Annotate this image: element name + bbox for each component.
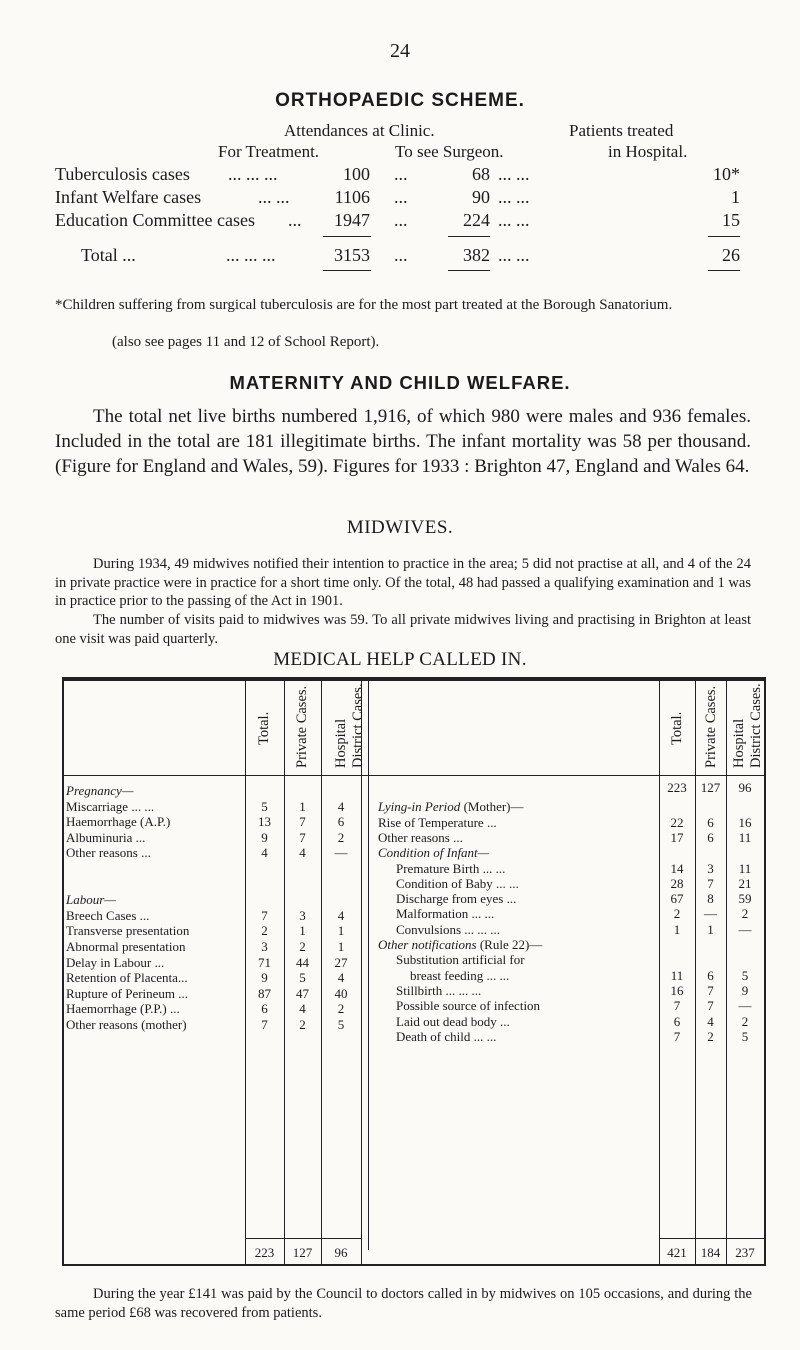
- ortho-title: ORTHOPAEDIC SCHEME.: [275, 90, 525, 111]
- ortho-header-surgeon: To see Surgeon.: [395, 142, 504, 161]
- right-total-value: 1: [673, 921, 681, 937]
- leader-dots: ... ...: [498, 210, 530, 230]
- right-hospital-value: —: [738, 998, 752, 1014]
- right-total-value: 6: [673, 1013, 681, 1029]
- right-private-value: 2: [707, 1028, 714, 1044]
- right-private-value: 7: [707, 998, 714, 1014]
- right-total-value: 7: [673, 1028, 681, 1044]
- left-hospital-value: 40: [334, 985, 348, 1001]
- header-hospital-left: [333, 678, 367, 768]
- right-row-label: Stillbirth ... ... ...: [396, 982, 482, 998]
- left-hospital-value: 27: [334, 954, 348, 970]
- left-row-label: Retention of Placenta...: [66, 970, 188, 986]
- right-private-value: 6: [707, 967, 714, 983]
- ortho-treatment-value: 1106: [334, 187, 370, 207]
- left-row-label: Rupture of Perineum ...: [66, 985, 189, 1001]
- ortho-hospital-value: 1: [731, 187, 740, 207]
- left-row-label: Haemorrhage (A.P.): [66, 814, 171, 830]
- right-total-value: 16: [670, 982, 684, 998]
- left-row-label: Abnormal presentation: [66, 939, 186, 954]
- left-row-label: Haemorrhage (P.P.) ...: [66, 1001, 180, 1017]
- right-hospital-value: 16: [738, 814, 752, 830]
- left-total-value: 3: [261, 939, 268, 954]
- ortho-treatment-value: 100: [343, 164, 370, 184]
- left-total-value: 9: [261, 970, 268, 986]
- left-private-value: 7: [299, 829, 306, 845]
- left-private-value: 4: [299, 845, 306, 861]
- left-hospital-value: 1: [337, 923, 345, 939]
- right-total-value: 2: [673, 906, 681, 922]
- right-hospital-value: 9: [741, 982, 749, 998]
- header-hospital-text: Hospital District Cases.: [333, 683, 366, 768]
- ortho-row-label: Infant Welfare cases: [55, 187, 202, 207]
- right-private-value: —: [704, 906, 717, 922]
- sum-rule: [323, 236, 371, 237]
- right-row-label: Condition of Infant—: [378, 845, 490, 861]
- right-hospital-value: 59: [738, 891, 752, 907]
- header-private-left: Private Cases.: [294, 685, 310, 768]
- right-row-label: Premature Birth ... ...: [396, 860, 506, 876]
- left-hospital-value: 4: [337, 970, 345, 986]
- left-total-value: 7: [261, 1017, 268, 1032]
- page-number: 24: [390, 40, 410, 62]
- left-hospital-value: 1: [337, 939, 345, 954]
- left-private-value: 44: [296, 954, 309, 970]
- left-hospital-value: —: [334, 845, 348, 861]
- right-row-label: [378, 937, 542, 953]
- leader-dots: ... ...: [498, 187, 530, 207]
- right-row-label: Discharge from eyes ...: [396, 891, 517, 907]
- midwives-paragraph-1: During 1934, 49 midwives notified their intention to practice in the area; 5 did not practise at all, and 4 of the 24 in private practice were in practice for a short time only. Of the total, 48 had passed a qualifying examination and 1 was in practice prior to the passing of the Act in 1901.: [55, 556, 751, 609]
- maternity-paragraph: The total net live births numbered 1,916, of which 980 were males and 936 females. Included in the total are 181 illegitimate births. The infant mortality was 58 per thousand. (Figure for England and Wales, 59). Figures for 1933 : Brighton 47, England and Wales 64.: [55, 406, 751, 477]
- ortho-surgeon-value: 90: [472, 187, 490, 207]
- left-private-value: 1: [299, 923, 306, 939]
- leader-dots: ...: [288, 210, 302, 230]
- ortho-total-surgeon: 382: [463, 245, 490, 265]
- left-private-sum: 127: [292, 1245, 313, 1260]
- leader-dots: ... ...: [498, 164, 530, 184]
- right-hospital-value: 5: [741, 967, 749, 983]
- right-total-value: 7: [673, 998, 681, 1014]
- right-row-label: Other reasons ...: [378, 829, 463, 845]
- ortho-footnote: *Children suffering from surgical tuberculosis are for the most part treated at the Borough Sanatorium.: [55, 297, 673, 313]
- right-row-label: Death of child ... ...: [396, 1028, 497, 1044]
- medical-title: MEDICAL HELP CALLED IN.: [273, 649, 527, 670]
- left-row-label: Delay in Labour ...: [66, 954, 165, 970]
- leader-dots: ... ... ...: [228, 164, 278, 184]
- right-total-value: 14: [670, 860, 684, 876]
- right-row-label-rest: (Mother)—: [460, 799, 524, 815]
- right-row-label: Laid out dead body ...: [396, 1013, 510, 1029]
- ortho-surgeon-value: 224: [463, 210, 490, 230]
- right-private-sum: 184: [700, 1245, 721, 1260]
- left-hospital-value: 6: [337, 814, 345, 830]
- leader-dots: ...: [394, 187, 408, 207]
- right-total-value: 11: [670, 967, 684, 983]
- totals-rule: [659, 1238, 764, 1239]
- right-row-label-italic: Other notifications: [378, 937, 477, 952]
- right-private-value: 8: [707, 891, 714, 907]
- leader-dots: ...: [394, 164, 408, 184]
- ortho-header-treatment: For Treatment.: [218, 142, 320, 161]
- header-total-right: Total.: [669, 711, 685, 745]
- right-row-label: breast feeding ... ...: [410, 967, 510, 983]
- ortho-hospital-value: 15: [722, 210, 740, 230]
- right-row-label: Malformation ... ...: [396, 906, 495, 922]
- left-hospital-value: 4: [337, 907, 345, 923]
- right-row-label: [378, 799, 524, 815]
- ortho-total-label: Total ...: [81, 245, 136, 265]
- right-private-value: 3: [707, 860, 714, 876]
- left-total-value: 4: [261, 845, 268, 861]
- right-total-value: 67: [670, 891, 684, 907]
- right-private-value: 6: [707, 829, 714, 845]
- right-total-value: 17: [670, 829, 684, 845]
- left-total-value: 13: [258, 814, 271, 830]
- left-total-value: 87: [258, 985, 271, 1001]
- right-row-label: Substitution artificial for: [396, 952, 525, 968]
- col-rule: [368, 677, 369, 1250]
- ortho-surgeon-value: 68: [472, 164, 490, 184]
- right-private-value: 4: [707, 1013, 714, 1029]
- right-row-label-italic: Lying-in Period: [378, 799, 461, 815]
- right-hospital-value: 21: [738, 875, 752, 891]
- header-total-left: Total.: [256, 711, 272, 745]
- totals-rule: [245, 1238, 361, 1239]
- left-total-value: 2: [261, 923, 268, 939]
- ortho-total-treatment: 3153: [334, 245, 370, 265]
- left-private-value: 2: [299, 939, 306, 954]
- left-private-value: 1: [299, 798, 306, 814]
- left-private-value: 3: [299, 907, 306, 923]
- right-total-value: 28: [670, 875, 684, 891]
- leader-dots: ... ...: [258, 187, 290, 207]
- ortho-header-attendances: Attendances at Clinic.: [284, 121, 435, 140]
- sum-rule: [448, 270, 490, 271]
- sum-rule: [708, 270, 740, 271]
- right-row-label-rest: (Rule 22)—: [476, 937, 543, 952]
- right-private-value: 7: [707, 875, 714, 891]
- right-private-value: 7: [707, 982, 714, 998]
- left-private-value: 7: [299, 814, 306, 830]
- ortho-total-hospital: 26: [722, 245, 740, 265]
- right-hospital-value: 5: [741, 1028, 749, 1044]
- right-private-value: 127: [700, 780, 721, 795]
- ortho-treatment-value: 1947: [334, 210, 370, 230]
- left-row-label: Albuminuria ...: [66, 829, 146, 845]
- right-hospital-value: 2: [741, 906, 749, 922]
- right-hospital-value: 2: [741, 1013, 749, 1029]
- left-row-label: Other reasons (mother): [66, 1017, 187, 1032]
- leader-dots: ... ...: [498, 245, 530, 265]
- header-private-right: Private Cases.: [703, 685, 719, 768]
- header-hospital-text: Hospital District Cases.: [731, 683, 764, 768]
- left-total-value: 7: [261, 907, 268, 923]
- right-private-value: 1: [707, 921, 714, 937]
- right-total-sum: 421: [667, 1245, 687, 1260]
- left-hospital-sum: 96: [334, 1245, 348, 1260]
- right-total-value: 223: [667, 780, 687, 795]
- left-row-label: Pregnancy—: [66, 783, 134, 798]
- right-hospital-value: 11: [738, 860, 752, 876]
- right-hospital-sum: 237: [735, 1245, 755, 1260]
- header-rule: [62, 775, 766, 776]
- left-total-value: 5: [261, 798, 268, 814]
- right-row-label: Rise of Temperature ...: [378, 814, 497, 830]
- right-hospital-value: 96: [738, 780, 752, 795]
- right-total-value: 22: [670, 814, 684, 830]
- ortho-see-also: (also see pages 11 and 12 of School Report).: [112, 334, 380, 350]
- left-row-label: Breech Cases ...: [66, 907, 150, 923]
- medical-footer: During the year £141 was paid by the Council to doctors called in by midwives on 105 occasions, and during the same period £68 was recovered from patients.: [55, 1286, 752, 1321]
- left-hospital-value: 5: [337, 1017, 345, 1032]
- left-row-label: Other reasons ...: [66, 845, 151, 861]
- right-row-label: Possible source of infection: [396, 998, 541, 1014]
- ortho-row-label: Tuberculosis cases: [55, 164, 190, 184]
- right-row-label: Condition of Baby ... ...: [396, 875, 519, 891]
- left-row-label: Labour—: [66, 892, 116, 908]
- left-private-value: 5: [299, 970, 306, 986]
- right-row-label: Convulsions ... ... ...: [396, 921, 501, 937]
- left-total-value: 6: [261, 1001, 268, 1017]
- left-total-sum: 223: [254, 1245, 275, 1260]
- left-private-value: 2: [299, 1017, 306, 1032]
- right-hospital-value: —: [738, 921, 752, 937]
- ortho-hospital-value: 10*: [713, 164, 740, 184]
- left-row-label: Transverse presentation: [66, 923, 190, 939]
- left-total-value: 71: [258, 954, 271, 970]
- leader-dots: ...: [394, 245, 408, 265]
- leader-dots: ... ... ...: [226, 245, 276, 265]
- sum-rule: [323, 270, 371, 271]
- leader-dots: ...: [394, 210, 408, 230]
- midwives-paragraph-2: The number of visits paid to midwives was 59. To all private midwives living and practising in Brighton at least one visit was paid quarterly.: [55, 612, 751, 647]
- ortho-row-label: Education Committee cases: [55, 210, 255, 230]
- sum-rule: [708, 236, 740, 237]
- right-private-value: 6: [707, 814, 714, 830]
- left-total-value: 9: [261, 829, 268, 845]
- midwives-title: MIDWIVES.: [346, 517, 454, 538]
- sum-rule: [448, 236, 490, 237]
- left-hospital-value: 2: [337, 1001, 345, 1017]
- header-hospital-right: [731, 676, 765, 768]
- ortho-header-hospital: in Hospital.: [608, 142, 688, 161]
- left-row-label: Miscarriage ... ...: [66, 798, 155, 814]
- left-private-value: 4: [299, 1001, 306, 1017]
- ortho-header-patients: Patients treated: [569, 121, 674, 140]
- left-hospital-value: 4: [337, 798, 345, 814]
- right-hospital-value: 11: [738, 829, 752, 845]
- left-hospital-value: 2: [337, 829, 345, 845]
- left-private-value: 47: [296, 985, 309, 1001]
- maternity-title: MATERNITY AND CHILD WELFARE.: [229, 372, 571, 393]
